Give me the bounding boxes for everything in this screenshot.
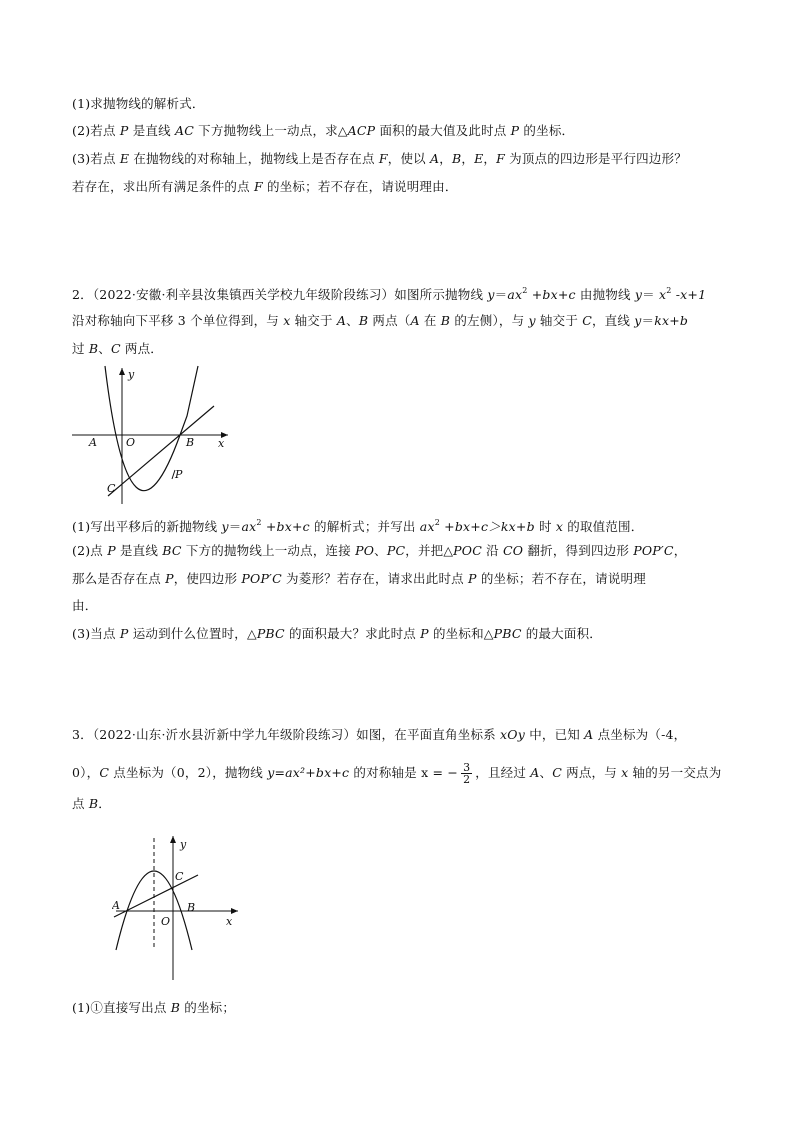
q1-part3-cont: 若存在，求出所有满足条件的点 F 的坐标；若不存在，请说明理由． <box>72 179 458 194</box>
line-bc <box>108 406 214 496</box>
q2-stem-line1: 2．（2022·安徽·利辛县汝集镇西关学校九年级阶段练习）如图所示抛物线 $y=ax^2 +bx+c$ 由抛物线 $y= x^2$ -x+1 <box>72 286 707 302</box>
point-a: A <box>112 899 120 912</box>
y-label: y <box>128 368 135 381</box>
point-c: C <box>175 870 184 883</box>
q2-sub2-end: 由． <box>72 598 98 613</box>
point-o: O <box>161 915 171 928</box>
point-b: B <box>187 901 196 914</box>
q3-stem-line3: 点 B． <box>72 796 111 811</box>
q3-stem-line1: 3．（2022·山东·沂水县沂新中学九年级阶段练习）如图，在平面直角坐标系 xOy 中，已知 A 点坐标为（-4， <box>72 727 687 742</box>
x-label: x <box>226 915 233 928</box>
q1-part1: (1)求抛物线的解析式． <box>72 96 205 111</box>
q2-sub2-cont: 那么是否存在点 P，使四边形 POP′C 为菱形？若存在，请求出此时点 P 的坐标；若不存在，请说明理 <box>72 571 646 586</box>
q3-figure <box>112 832 244 982</box>
x-label: x <box>218 437 225 450</box>
parabola <box>105 366 198 491</box>
q2-sub2: (2)点 P 是直线 BC 下方的抛物线上一动点，连接 PO、PC，并把△POC 沿 CO 翻折，得到四边形 POP′C， <box>72 543 687 558</box>
q2-stem-line3: 过 B、C 两点． <box>72 341 164 356</box>
point-a: A <box>89 436 97 449</box>
fraction-three-halves: $\frac{3}{2}$ <box>463 761 471 786</box>
point-o: O <box>126 436 136 449</box>
point-c: C <box>107 482 116 495</box>
y-label: y <box>180 838 187 851</box>
q2-sub3: (3)当点 P 运动到什么位置时，△PBC 的面积最大？求此时点 P 的坐标和△PBC 的最大面积． <box>72 626 602 641</box>
q2-figure <box>70 364 235 506</box>
q1-part2: (2)若点 P 是直线 AC 下方抛物线上一动点，求△ACP 面积的最大值及此时点 P 的坐标． <box>72 123 575 138</box>
q3-sub1: (1)①直接写出点 B 的坐标； <box>72 1000 236 1015</box>
q3-stem-line2: 0），C 点坐标为（0，2），抛物线 y=ax²+bx+c 的对称轴是 x = − $\frac{3}{2}$ ，且经过 A、C 两点，与 x 轴的另一交点为 <box>72 761 722 786</box>
q1-part3: (3)若点 E 在抛物线的对称轴上，抛物线上是否存在点 F，使以 A，B，E，F 为顶点的四边形是平行四边形？ <box>72 151 687 166</box>
point-b: B <box>186 436 195 449</box>
q2-stem-line2: 沿对称轴向下平移 3 个单位得到，与 x 轴交于 A、B 两点（A 在 B 的左侧），与 y 轴交于 C，直线 y＝kx+b <box>72 313 689 328</box>
q2-sub1: (1)写出平移后的新抛物线 $y=ax^2 +bx+c$ 的解析式；并写出 $ax^2 +bx+c>kx+b$ 时 x 的取值范围． <box>72 518 644 534</box>
point-p: P <box>175 468 183 481</box>
